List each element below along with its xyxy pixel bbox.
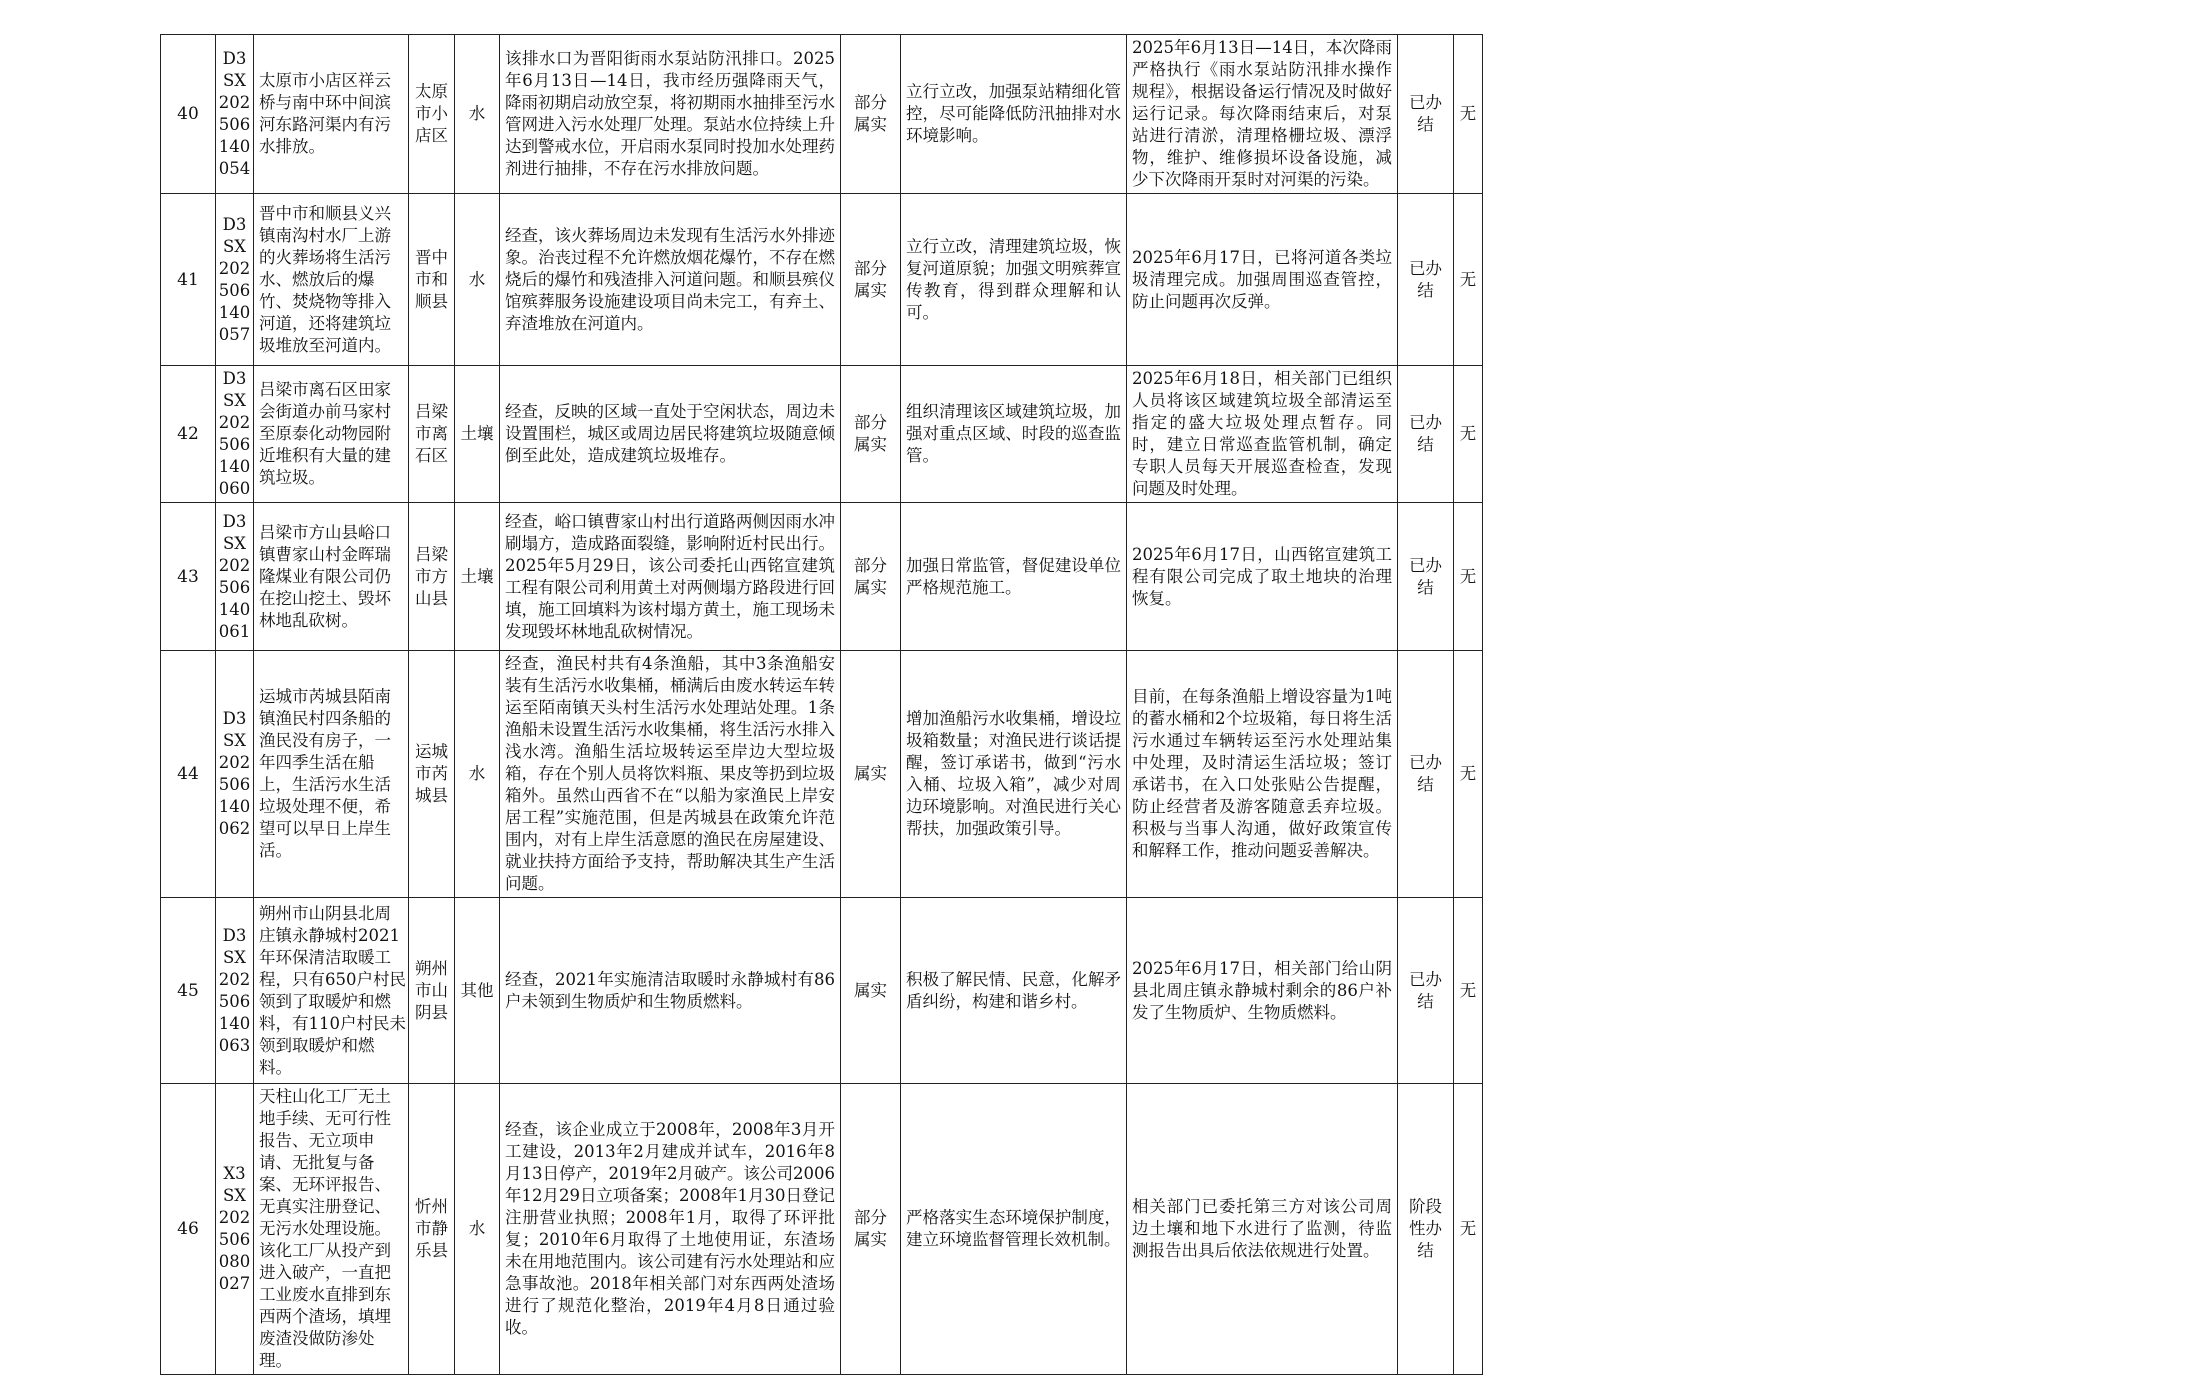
case-code: D3SX202506140062 bbox=[216, 651, 254, 898]
rectification-progress: 目前，在每条渔船上增设容量为1吨的蓄水桶和2个垃圾箱，每日将生活污水通过车辆转运至污水处理站集中处理，及时清运生活垃圾；签订承诺书，在入口处张贴公告提醒，防止经营者及游客随意丢弃垃圾。积极与当事人沟通，做好政策宣传和解释工作，推动问题妥善解决。 bbox=[1127, 651, 1398, 898]
table-row bbox=[161, 503, 1483, 651]
case-status: 已办结 bbox=[1398, 366, 1454, 503]
row-number: 45 bbox=[161, 898, 216, 1084]
row-number: 46 bbox=[161, 1084, 216, 1375]
row-number: 40 bbox=[161, 35, 216, 194]
complaint-description: 运城市芮城县陌南镇渔民村四条船的渔民没有房子，一年四季生活在船上，生活污水生活垃圾处理不便，希望可以早日上岸生活。 bbox=[254, 651, 409, 898]
investigation-findings: 经查，反映的区域一直处于空闲状态，周边未设置围栏，城区或周边居民将建筑垃圾随意倾倒至此处，造成建筑垃圾堆存。 bbox=[500, 366, 841, 503]
verification-result: 部分属实 bbox=[841, 1084, 901, 1375]
accountability: 无 bbox=[1454, 898, 1483, 1084]
handling-measures: 加强日常监管，督促建设单位严格规范施工。 bbox=[901, 503, 1127, 651]
case-code: D3SX202506140063 bbox=[216, 898, 254, 1084]
pollution-type: 水 bbox=[455, 651, 500, 898]
rectification-progress: 2025年6月17日，山西铭宣建筑工程有限公司完成了取土地块的治理恢复。 bbox=[1127, 503, 1398, 651]
complaint-description: 吕梁市方山县峪口镇曹家山村金晖瑞隆煤业有限公司仍在挖山挖土、毁坏林地乱砍树。 bbox=[254, 503, 409, 651]
table-row bbox=[161, 366, 1483, 503]
verification-result: 部分属实 bbox=[841, 503, 901, 651]
case-status: 阶段性办结 bbox=[1398, 1084, 1454, 1375]
case-status: 已办结 bbox=[1398, 503, 1454, 651]
rectification-progress: 相关部门已委托第三方对该公司周边土壤和地下水进行了监测，待监测报告出具后依法依规进行处置。 bbox=[1127, 1084, 1398, 1375]
table-row bbox=[161, 35, 1483, 194]
rectification-progress: 2025年6月17日，相关部门给山阴县北周庄镇永静城村剩余的86户补发了生物质炉、生物质燃料。 bbox=[1127, 898, 1398, 1084]
handling-measures: 立行立改，加强泵站精细化管控，尽可能降低防汛抽排对水环境影响。 bbox=[901, 35, 1127, 194]
accountability: 无 bbox=[1454, 1084, 1483, 1375]
rectification-progress: 2025年6月18日，相关部门已组织人员将该区域建筑垃圾全部清运至指定的盛大垃圾处理点暂存。同时，建立日常巡查监管机制，确定专职人员每天开展巡查检查，发现问题及时处理。 bbox=[1127, 366, 1398, 503]
investigation-findings: 该排水口为晋阳街雨水泵站防汛排口。2025年6月13日—14日，我市经历强降雨天气，降雨初期启动放空泵，将初期雨水抽排至污水管网进入污水处理厂处理。泵站水位持续上升达到警戒水位，开启雨水泵同时投加水处理药剂进行抽排，不存在污水排放问题。 bbox=[500, 35, 841, 194]
handling-measures: 积极了解民情、民意，化解矛盾纠纷，构建和谐乡村。 bbox=[901, 898, 1127, 1084]
complaint-description: 晋中市和顺县义兴镇南沟村水厂上游的火葬场将生活污水、燃放后的爆竹、焚烧物等排入河道，还将建筑垃圾堆放至河道内。 bbox=[254, 194, 409, 366]
investigation-findings: 经查，峪口镇曹家山村出行道路两侧因雨水冲刷塌方，造成路面裂缝，影响附近村民出行。2025年5月29日，该公司委托山西铭宣建筑工程有限公司利用黄土对两侧塌方路段进行回填，施工回填料为该村塌方黄土，施工现场未发现毁坏林地乱砍树情况。 bbox=[500, 503, 841, 651]
investigation-findings: 经查，该火葬场周边未发现有生活污水外排迹象。治丧过程不允许燃放烟花爆竹，不存在燃烧后的爆竹和残渣排入河道问题。和顺县殡仪馆殡葬服务设施建设项目尚未完工，有弃土、弃渣堆放在河道内。 bbox=[500, 194, 841, 366]
handling-measures: 立行立改，清理建筑垃圾，恢复河道原貌；加强文明殡葬宣传教育，得到群众理解和认可。 bbox=[901, 194, 1127, 366]
investigation-findings: 经查，该企业成立于2008年，2008年3月开工建设，2013年2月建成并试车，2016年8月13日停产，2019年2月破产。该公司2006年12月29日立项备案；2008年1月30日登记注册营业执照；2008年1月，取得了环评批复；2010年6月取得了土地使用证，东渣场未在用地范围内。该公司建有污水处理站和应急事故池。2018年相关部门对东西两处渣场进行了规范化整治，2019年4月8日通过验收。 bbox=[500, 1084, 841, 1375]
verification-result: 部分属实 bbox=[841, 35, 901, 194]
case-code: D3SX202506140060 bbox=[216, 366, 254, 503]
verification-result: 部分属实 bbox=[841, 194, 901, 366]
pollution-type: 水 bbox=[455, 1084, 500, 1375]
accountability: 无 bbox=[1454, 366, 1483, 503]
table-row bbox=[161, 651, 1483, 898]
complaint-description: 天柱山化工厂无土地手续、无可行性报告、无立项申请、无批复与备案、无环评报告、无真实注册登记、无污水处理设施。该化工厂从投产到进入破产，一直把工业废水直排到东西两个渣场，填埋废渣没做防渗处理。 bbox=[254, 1084, 409, 1375]
row-number: 41 bbox=[161, 194, 216, 366]
administrative-area: 吕梁市方山县 bbox=[409, 503, 455, 651]
pollution-type: 水 bbox=[455, 35, 500, 194]
handling-measures: 增加渔船污水收集桶，增设垃圾箱数量；对渔民进行谈话提醒，签订承诺书，做到“污水入桶、垃圾入箱”，减少对周边环境影响。对渔民进行关心帮扶，加强政策引导。 bbox=[901, 651, 1127, 898]
case-status: 已办结 bbox=[1398, 651, 1454, 898]
administrative-area: 吕梁市离石区 bbox=[409, 366, 455, 503]
administrative-area: 运城市芮城县 bbox=[409, 651, 455, 898]
administrative-area: 朔州市山阴县 bbox=[409, 898, 455, 1084]
case-code: D3SX202506140057 bbox=[216, 194, 254, 366]
verification-result: 属实 bbox=[841, 898, 901, 1084]
handling-measures: 严格落实生态环境保护制度，建立环境监督管理长效机制。 bbox=[901, 1084, 1127, 1375]
case-code: X3SX202506080027 bbox=[216, 1084, 254, 1375]
table-row bbox=[161, 194, 1483, 366]
verification-result: 部分属实 bbox=[841, 366, 901, 503]
verification-result: 属实 bbox=[841, 651, 901, 898]
row-number: 43 bbox=[161, 503, 216, 651]
pollution-type: 土壤 bbox=[455, 503, 500, 651]
administrative-area: 晋中市和顺县 bbox=[409, 194, 455, 366]
complaint-description: 吕梁市离石区田家会街道办前马家村至原泰化动物园附近堆积有大量的建筑垃圾。 bbox=[254, 366, 409, 503]
case-status: 已办结 bbox=[1398, 35, 1454, 194]
accountability: 无 bbox=[1454, 503, 1483, 651]
handling-measures: 组织清理该区域建筑垃圾，加强对重点区域、时段的巡查监管。 bbox=[901, 366, 1127, 503]
accountability: 无 bbox=[1454, 651, 1483, 898]
pollution-type: 其他 bbox=[455, 898, 500, 1084]
accountability: 无 bbox=[1454, 35, 1483, 194]
investigation-findings: 经查，2021年实施清洁取暖时永静城村有86户未领到生物质炉和生物质燃料。 bbox=[500, 898, 841, 1084]
administrative-area: 忻州市静乐县 bbox=[409, 1084, 455, 1375]
case-status: 已办结 bbox=[1398, 898, 1454, 1084]
rectification-progress: 2025年6月17日，已将河道各类垃圾清理完成。加强周围巡查管控，防止问题再次反弹。 bbox=[1127, 194, 1398, 366]
complaint-table bbox=[160, 34, 1483, 1375]
complaint-description: 太原市小店区祥云桥与南中环中间滨河东路河渠内有污水排放。 bbox=[254, 35, 409, 194]
administrative-area: 太原市小店区 bbox=[409, 35, 455, 194]
pollution-type: 水 bbox=[455, 194, 500, 366]
pollution-type: 土壤 bbox=[455, 366, 500, 503]
table-row bbox=[161, 898, 1483, 1084]
case-code: D3SX202506140061 bbox=[216, 503, 254, 651]
row-number: 44 bbox=[161, 651, 216, 898]
case-status: 已办结 bbox=[1398, 194, 1454, 366]
rectification-progress: 2025年6月13日—14日，本次降雨严格执行《雨水泵站防汛排水操作规程》，根据设备运行情况及时做好运行记录。每次降雨结束后，对泵站进行清淤，清理格栅垃圾、漂浮物，维护、维修损坏设备设施，减少下次降雨开泵时对河渠的污染。 bbox=[1127, 35, 1398, 194]
investigation-findings: 经查，渔民村共有4条渔船，其中3条渔船安装有生活污水收集桶，桶满后由废水转运车转运至陌南镇天头村生活污水处理站处理。1条渔船未设置生活污水收集桶，将生活污水排入浅水湾。渔船生活垃圾转运至岸边大型垃圾箱，存在个别人员将饮料瓶、果皮等扔到垃圾箱外。虽然山西省不在“以船为家渔民上岸安居工程”实施范围，但是芮城县在政策允许范围内，对有上岸生活意愿的渔民在房屋建设、就业扶持方面给予支持，帮助解决其生产生活问题。 bbox=[500, 651, 841, 898]
row-number: 42 bbox=[161, 366, 216, 503]
case-code: D3SX202506140054 bbox=[216, 35, 254, 194]
table-row bbox=[161, 1084, 1483, 1375]
accountability: 无 bbox=[1454, 194, 1483, 366]
complaint-description: 朔州市山阴县北周庄镇永静城村2021年环保清洁取暖工程，只有650户村民领到了取暖炉和燃料，有110户村民未领到取暖炉和燃料。 bbox=[254, 898, 409, 1084]
